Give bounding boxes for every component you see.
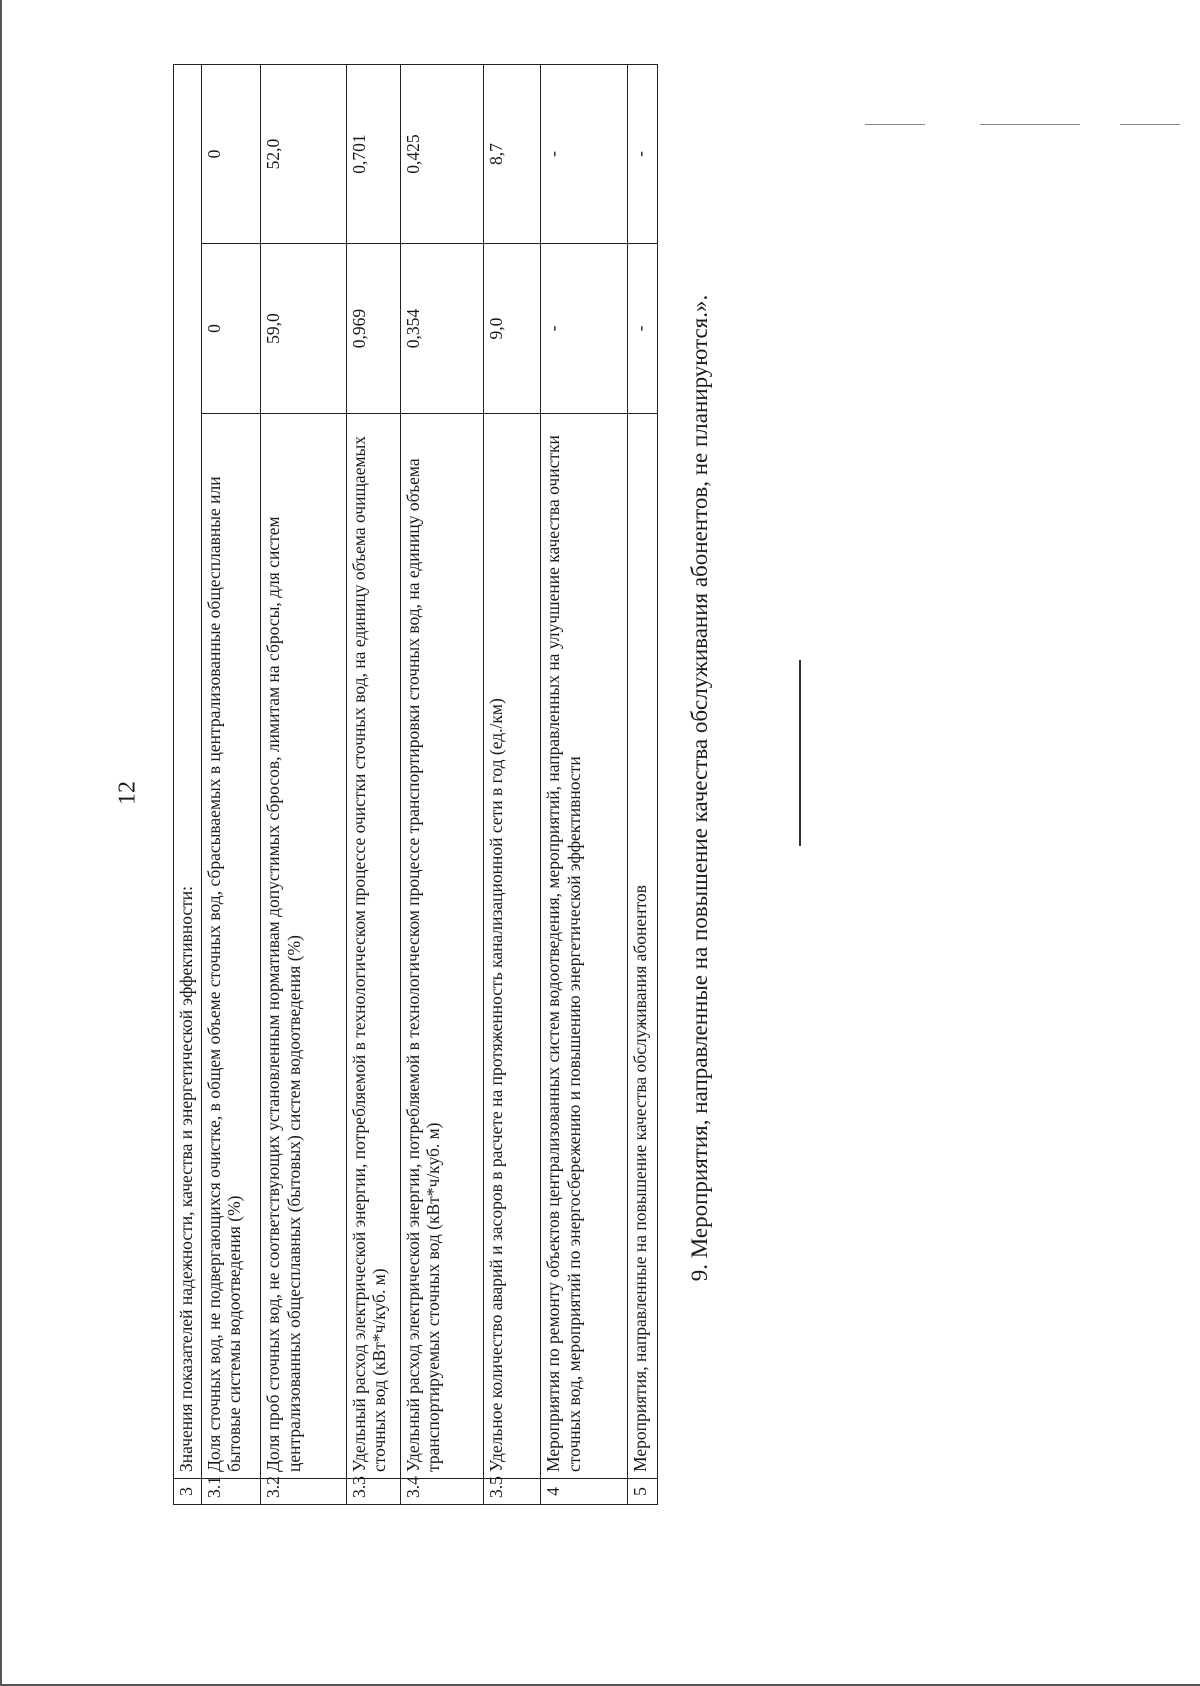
value-col-2: 0,701 (346, 64, 400, 243)
table-row (400, 64, 483, 1504)
value-col-1: 0 (202, 244, 261, 414)
row-description: Удельное количество аварий и засоров в расчете на протяженность канализационной сети в год (ед./км) (484, 414, 541, 1479)
table-row (202, 64, 261, 1504)
row-number: 3 (174, 1479, 202, 1505)
row-description: Удельный расход электрической энергии, потребляемой в технологическом процессе очистки сточных вод, на единицу объема очищаемых сточных вод (кВт*ч/куб. м) (346, 414, 400, 1479)
page-number: 12 (114, 781, 141, 805)
row-number: 4 (541, 1479, 627, 1505)
row-number: 3.1 (202, 1479, 261, 1505)
row-description: Значения показателей надежности, качества и энергетической эффективности: (174, 64, 202, 1478)
row-number: 3.5 (484, 1479, 541, 1505)
value-col-2: 0,425 (400, 64, 483, 243)
row-description: Мероприятия, направленные на повышение качества обслуживания абонентов (627, 414, 657, 1479)
row-number: 3.2 (261, 1479, 346, 1505)
row-number: 3.3 (346, 1479, 400, 1505)
table-row (541, 64, 627, 1504)
row-number: 5 (627, 1479, 657, 1505)
table-row (174, 64, 202, 1504)
table-row (346, 64, 400, 1504)
rotated-table (173, 65, 658, 1505)
row-number: 3.4 (400, 1479, 483, 1505)
value-col-2: 0 (202, 64, 261, 243)
table-wrapper (173, 65, 658, 1505)
table-row (261, 64, 346, 1504)
value-col-2: 52,0 (261, 64, 346, 243)
scan-artifact (980, 124, 1080, 125)
value-col-2: - (627, 64, 657, 243)
value-col-1: 0,969 (346, 244, 400, 414)
row-description: Доля сточных вод, не подвергающихся очистке, в общем объеме сточных вод, сбрасываемых в централизованные общесплавные или бытовые системы водоотведения (%) (202, 414, 261, 1479)
table-row (627, 64, 657, 1504)
value-col-2: 8,7 (484, 64, 541, 243)
value-col-1: 59,0 (261, 244, 346, 414)
scan-artifact (1120, 124, 1180, 125)
value-col-2: - (541, 64, 627, 243)
separator-line (799, 660, 801, 846)
value-col-1: 9,0 (484, 244, 541, 414)
closing-paragraph: 9. Мероприятия, направленные на повышение качества обслуживания абонентов, не планируются.». (687, 294, 712, 1282)
value-col-1: 0,354 (400, 244, 483, 414)
value-col-1: - (627, 244, 657, 414)
row-description: Доля проб сточных вод, не соответствующих установленным нормативам допустимых сбросов, лимитам на сбросы, для систем централизованных общесплавных (бытовых) систем водоотведения (%) (261, 414, 346, 1479)
indicators-table (173, 64, 658, 1505)
scan-artifact (865, 124, 925, 125)
row-description: Удельный расход электрической энергии, потребляемой в технологическом процессе транспортировки сточных вод, на единицу объема транспортируемых сточных вод (кВт*ч/куб. м) (400, 414, 483, 1479)
value-col-1: - (541, 244, 627, 414)
table-row (484, 64, 541, 1504)
row-description: Мероприятия по ремонту объектов централизованных систем водоотведения, мероприятий, направленных на улучшение качества очистки сточных вод, мероприятий по энергосбережению и повышению энергетической эффективности (541, 414, 627, 1479)
